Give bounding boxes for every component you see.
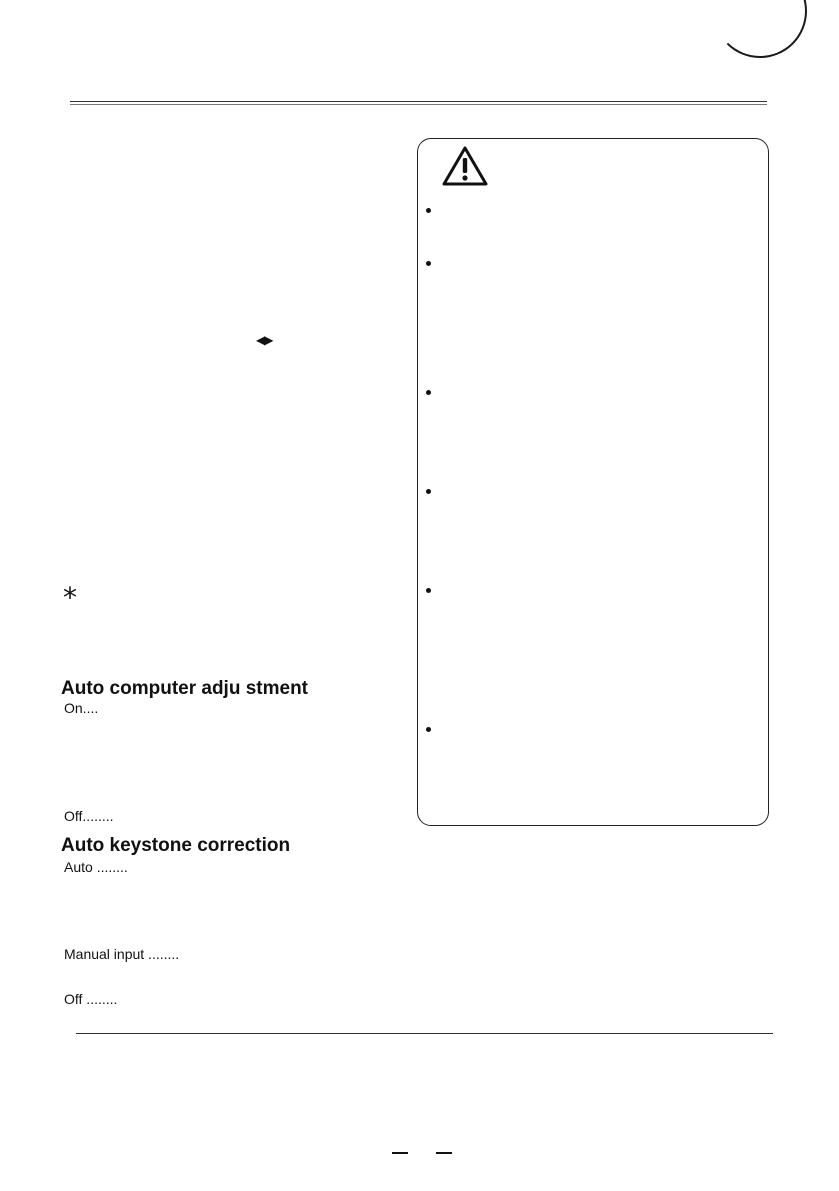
caution-bullet <box>426 588 431 593</box>
caution-box <box>417 138 769 826</box>
heading-auto-computer-adjustment: Auto computer adju stment <box>61 678 309 699</box>
option-manual-input: Manual input ........ <box>64 946 180 962</box>
caution-bullet <box>426 390 431 395</box>
left-right-arrow-icon: ◀▶ <box>256 333 273 347</box>
option-off: Off........ <box>64 808 114 824</box>
header-rule <box>70 101 767 105</box>
option-off-keystone: Off ........ <box>64 991 118 1007</box>
warning-triangle-icon <box>441 145 489 191</box>
corner-arc-decoration <box>713 0 807 58</box>
option-on: On.... <box>64 700 99 716</box>
heading-auto-keystone-correction: Auto keystone correction <box>61 835 291 856</box>
footer-rule <box>76 1033 773 1034</box>
caution-bullet <box>426 727 431 732</box>
page-number-dash <box>392 1152 408 1154</box>
option-auto: Auto ........ <box>64 859 128 875</box>
page-number <box>392 1140 452 1154</box>
caution-bullet <box>426 489 431 494</box>
page-number-dash <box>436 1152 452 1154</box>
caution-bullet <box>426 208 431 213</box>
caution-bullet <box>426 261 431 266</box>
asterisk-note-mark: * <box>63 581 77 614</box>
